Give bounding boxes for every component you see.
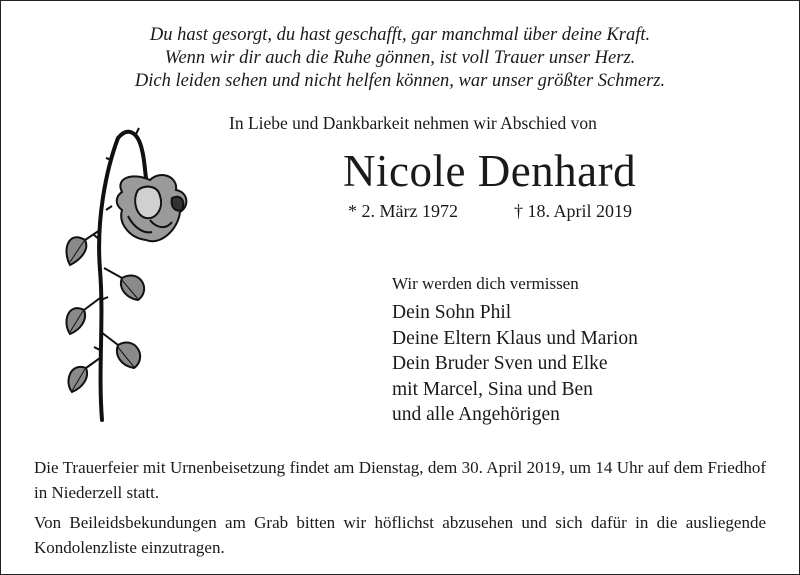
birth-date: * 2. März 1972 bbox=[348, 201, 458, 221]
funeral-notice: Die Trauerfeier mit Urnenbeisetzung findet am Dienstag, dem 30. April 2019, um 14 Uhr auf dem Friedhof in Niederzell statt. bbox=[34, 458, 766, 502]
death-date: † 18. April 2019 bbox=[514, 201, 633, 221]
mourners-list bbox=[392, 300, 638, 428]
condolence-notice: Von Beileidsbekundungen am Grab bitten wir höflichst abzusehen und sich dafür in die ausliegende Kondolenzliste einzutragen. bbox=[34, 513, 766, 557]
mourner-line: mit Marcel, Sina und Ben bbox=[392, 378, 593, 400]
intro-text: In Liebe und Dankbarkeit nehmen wir Abschied von bbox=[229, 113, 597, 133]
poem bbox=[0, 24, 800, 93]
mourner-line: Deine Eltern Klaus und Marion bbox=[392, 327, 638, 349]
poem-line: Dich leiden sehen und nicht helfen können, war unser größter Schmerz. bbox=[134, 71, 666, 91]
deceased-name: Nicole Denhard bbox=[343, 146, 637, 196]
mourners-heading: Wir werden dich vermissen bbox=[392, 274, 579, 293]
wilted-rose-icon bbox=[60, 120, 210, 425]
poem-line: Du hast gesorgt, du hast geschafft, gar manchmal über deine Kraft. bbox=[149, 25, 651, 45]
mourner-line: Dein Sohn Phil bbox=[392, 302, 512, 323]
mourner-line: Dein Bruder Sven und Elke bbox=[392, 353, 608, 375]
mourner-line: und alle Angehörigen bbox=[392, 404, 560, 426]
poem-line: Wenn wir dir auch die Ruhe gönnen, ist voll Trauer unser Herz. bbox=[164, 48, 636, 68]
